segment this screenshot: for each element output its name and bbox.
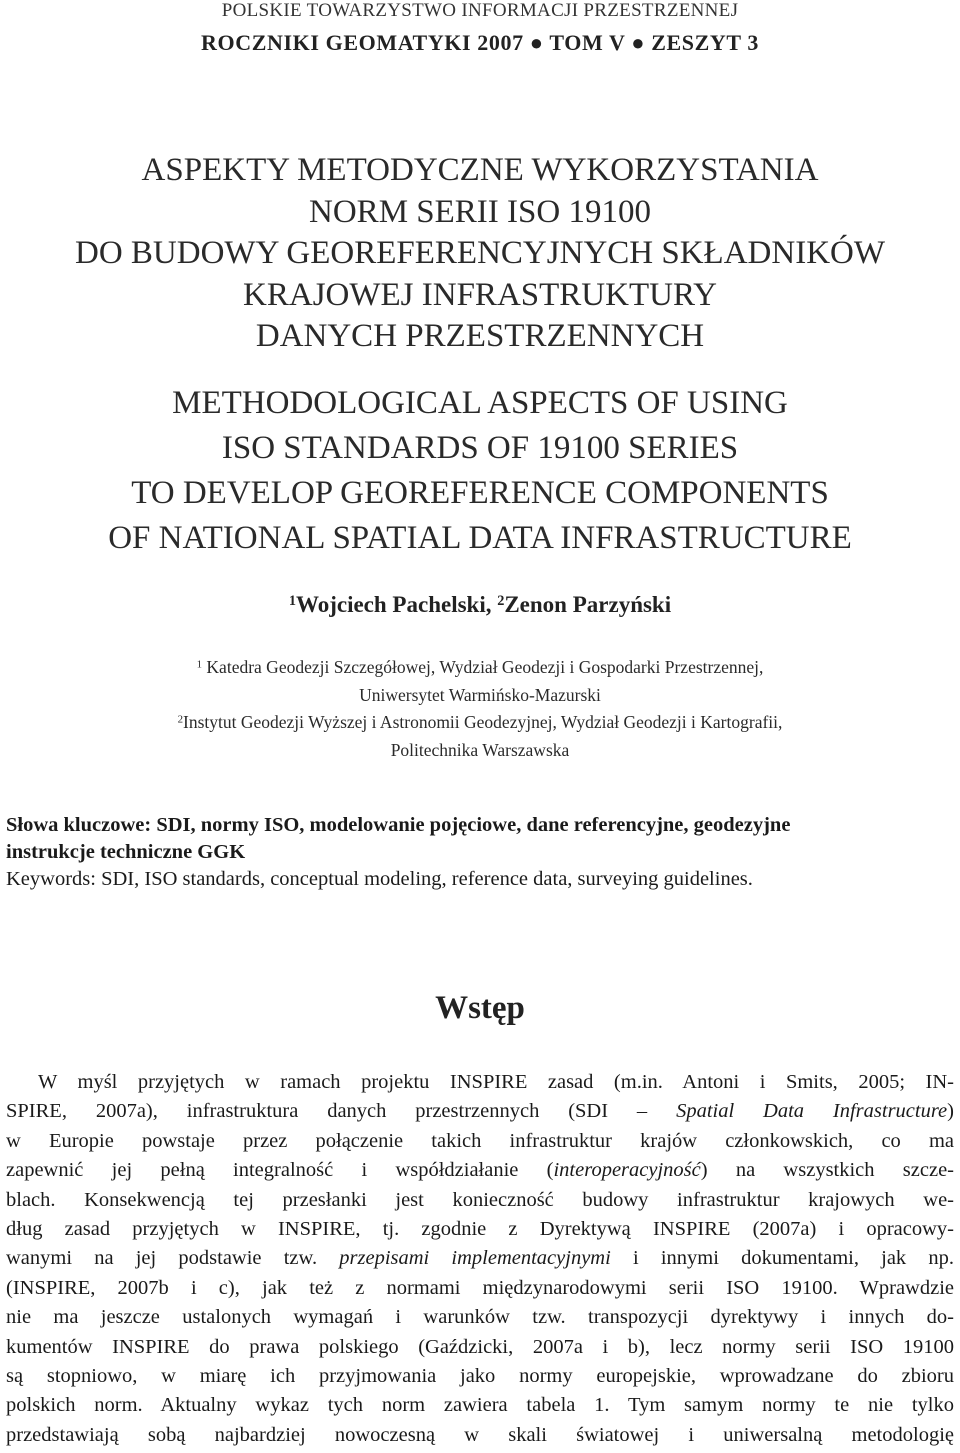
author-1: Wojciech Pachelski, [295, 592, 492, 617]
affiliations [0, 654, 960, 764]
title-en-line: METHODOLOGICAL ASPECTS OF USING [172, 385, 788, 421]
keywords-block [6, 812, 954, 893]
body-line: (INSPIRE, 2007b i c), jak też z normami międzynarodowymi serii ISO 19100. Wprawdzie [6, 1276, 954, 1299]
body-line [6, 1097, 954, 1126]
section-heading: Wstęp [435, 990, 525, 1026]
body-text-run: ) na wszystkich szcze- [700, 1159, 954, 1182]
title-pl-line: NORM SERII ISO 19100 [309, 193, 651, 230]
affiliation-2-line2: Politechnika Warszawska [390, 739, 570, 760]
affiliation-1-line2: Uniwersytet Warmińsko-Mazurski [359, 684, 601, 705]
title-en-line: ISO STANDARDS OF 19100 SERIES [221, 430, 739, 466]
body-line: przedstawiają sobą najbardziej nowoczesną w skali światowej i uniwersalną metodologię [6, 1423, 954, 1446]
body-text-run: zapewnić jej pełną integralność i współdziałanie ( [6, 1159, 554, 1182]
journal-header: ROCZNIKI GEOMATYKI 2007 ● TOM V ● ZESZYT 3 [201, 30, 759, 55]
title-pl-line: DANYCH PRZESTRZENNYCH [255, 318, 705, 354]
affiliation-2-text: Instytut Geodezji Wyższej i Astronomii Geodezyjnej, Wydział Geodezji i Kartografii, [183, 712, 783, 732]
body-line [6, 1244, 954, 1273]
title-en-line: TO DEVELOP GEOREFERENCE COMPONENTS [131, 475, 829, 511]
body-line [6, 1156, 954, 1185]
title-english [0, 381, 960, 561]
title-pl-line: DO BUDOWY GEOREFERENCYJNYCH SKŁADNIKÓW [75, 235, 885, 271]
keywords-polish-line2: instrukcje techniczne GGK [6, 841, 246, 863]
affiliation-2-mark: 2 [177, 713, 184, 726]
title-en-line: OF NATIONAL SPATIAL DATA INFRASTRUCTURE [108, 520, 852, 556]
title-pl-line: KRAJOWEJ INFRASTRUKTURY [243, 276, 717, 313]
body-text-run: ) [947, 1100, 954, 1123]
keywords-english: Keywords: SDI, ISO standards, conceptual modeling, reference data, surveying guidelines. [6, 868, 753, 890]
body-line: W myśl przyjętych w ramach projektu INSPIRE zasad (m.in. Antoni i Smits, 2005; IN- [38, 1071, 954, 1093]
author-2: Zenon Parzyński [504, 592, 672, 617]
body-text-run: SPIRE, 2007a), infrastruktura danych przestrzennych (SDI – [6, 1100, 677, 1123]
title-polish [0, 150, 960, 358]
body-text-run: wanymi na jej podstawie tzw. [6, 1247, 340, 1270]
body-line: polskich norm. Aktualny wykaz tych norm zawiera tabela 1. Tym samym normy te nie tylko [6, 1394, 954, 1417]
body-italic-term: Spatial Data Infrastructure [676, 1100, 948, 1123]
author1-affiliation-mark: 1 [288, 592, 296, 609]
body-italic-term: interoperacyjność [553, 1159, 701, 1182]
keywords-polish-line1: Słowa kluczowe: SDI, normy ISO, modelowanie pojęciowe, dane referencyjne, geodezyjne [6, 814, 791, 836]
body-text-run: i innymi dokumentami, jak np. [610, 1247, 954, 1270]
affiliation-1-mark: 1 [196, 658, 203, 671]
body-paragraph [6, 1068, 954, 1450]
author2-affiliation-mark: 2 [497, 592, 505, 609]
affiliation-1-line1 [0, 654, 960, 682]
affiliation-2-line1 [0, 709, 960, 737]
body-line: są stopniowo, w miarę ich przyjmowania jako normy europejskie, wprowadzane do zbioru [6, 1365, 954, 1388]
author-list [0, 592, 960, 618]
title-pl-line: ASPEKTY METODYCZNE WYKORZYSTANIA [141, 152, 819, 188]
body-line: kumentów INSPIRE do prawa polskiego (Gaździcki, 2007a i b), lecz normy serii ISO 19100 [6, 1335, 954, 1358]
body-line: nie ma jeszcze ustalonych wymagań i warunków tzw. transpozycji dyrektywy i innych do- [6, 1306, 954, 1329]
body-line: dług zasad przyjętych w INSPIRE, tj. zgodnie z Dyrektywą INSPIRE (2007a) i opracowy- [6, 1218, 954, 1241]
body-line: w Europie powstaje przez połączenie takich infrastruktur krajów członkowskich, co ma [6, 1129, 954, 1152]
publisher-name: POLSKIE TOWARZYSTWO INFORMACJI PRZESTRZENNEJ [221, 0, 739, 21]
affiliation-1-text: Katedra Geodezji Szczegółowej, Wydział Geodezji i Gospodarki Przestrzennej, [206, 657, 764, 677]
body-line: blach. Konsekwencją tej przesłanki jest konieczność budowy infrastruktur krajowych we- [6, 1188, 954, 1211]
body-italic-term: przepisami implementacyjnymi [339, 1247, 611, 1270]
